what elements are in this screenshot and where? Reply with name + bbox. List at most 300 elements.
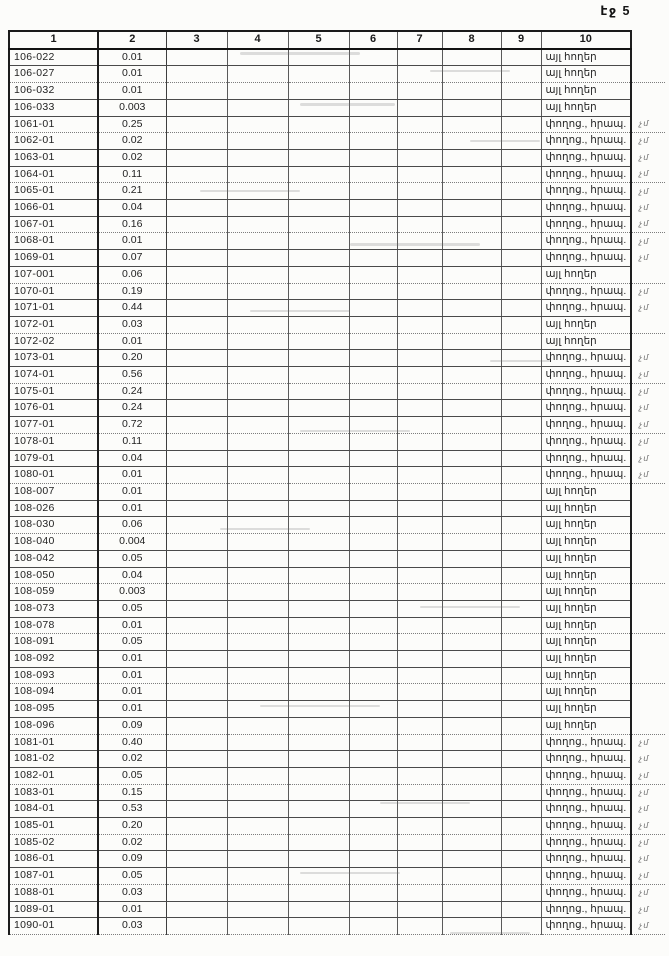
empty-cell — [349, 433, 397, 450]
column-header-2: 2 — [98, 31, 166, 49]
empty-cell — [501, 367, 541, 384]
empty-cell — [501, 233, 541, 250]
empty-cell — [501, 717, 541, 734]
margin-mark — [631, 651, 665, 668]
empty-cell — [442, 751, 501, 768]
empty-cell — [166, 200, 227, 217]
empty-cell — [397, 417, 442, 434]
land-use-cell: փողոց., հրապ. — [541, 250, 631, 267]
empty-cell — [397, 851, 442, 868]
empty-cell — [288, 166, 349, 183]
empty-cell — [397, 751, 442, 768]
empty-cell — [349, 801, 397, 818]
empty-cell — [501, 851, 541, 868]
area-value-cell: 0.04 — [98, 200, 166, 217]
land-use-cell: փողոց., հրապ. — [541, 417, 631, 434]
empty-cell — [397, 717, 442, 734]
margin-mark — [631, 717, 665, 734]
empty-cell — [227, 183, 288, 200]
empty-cell — [397, 166, 442, 183]
empty-cell — [349, 166, 397, 183]
empty-cell — [349, 851, 397, 868]
parcel-code-cell: 108-095 — [9, 701, 98, 718]
empty-cell — [288, 66, 349, 83]
land-use-cell: փողոց., հրապ. — [541, 751, 631, 768]
empty-cell — [288, 266, 349, 283]
empty-cell — [501, 66, 541, 83]
empty-cell — [501, 49, 541, 66]
margin-mark: չմ — [639, 437, 650, 447]
empty-cell — [288, 333, 349, 350]
empty-cell — [288, 300, 349, 317]
empty-cell — [397, 233, 442, 250]
empty-cell — [166, 634, 227, 651]
table-row — [9, 300, 665, 317]
empty-cell — [227, 584, 288, 601]
table-row — [9, 751, 665, 768]
empty-cell — [166, 66, 227, 83]
empty-cell — [442, 166, 501, 183]
empty-cell — [349, 667, 397, 684]
empty-cell — [288, 517, 349, 534]
empty-cell — [442, 99, 501, 116]
empty-cell — [349, 918, 397, 935]
table-row — [9, 584, 665, 601]
empty-cell — [227, 66, 288, 83]
empty-cell — [397, 49, 442, 66]
land-use-cell: փողոց., հրապ. — [541, 216, 631, 233]
empty-cell — [288, 851, 349, 868]
empty-cell — [349, 751, 397, 768]
table-row — [9, 918, 665, 935]
area-value-cell: 0.40 — [98, 734, 166, 751]
margin-mark — [631, 550, 665, 567]
empty-cell — [166, 868, 227, 885]
empty-cell — [442, 767, 501, 784]
margin-mark: չմ — [639, 186, 650, 196]
empty-cell — [166, 266, 227, 283]
parcel-code-cell: 1084-01 — [9, 801, 98, 818]
land-use-cell: փողոց., հրապ. — [541, 183, 631, 200]
area-value-cell: 0.01 — [98, 617, 166, 634]
table-row — [9, 283, 665, 300]
empty-cell — [166, 350, 227, 367]
empty-cell — [397, 818, 442, 835]
empty-cell — [501, 333, 541, 350]
empty-cell — [227, 83, 288, 100]
margin-mark: չմ — [639, 854, 650, 864]
empty-cell — [442, 600, 501, 617]
area-value-cell: 0.56 — [98, 367, 166, 384]
empty-cell — [501, 149, 541, 166]
empty-cell — [227, 634, 288, 651]
empty-cell — [397, 66, 442, 83]
empty-cell — [288, 767, 349, 784]
empty-cell — [227, 801, 288, 818]
empty-cell — [166, 183, 227, 200]
table-row — [9, 200, 665, 217]
parcel-code-cell: 1062-01 — [9, 133, 98, 150]
margin-mark: չմ — [639, 904, 650, 914]
empty-cell — [501, 83, 541, 100]
parcel-code-cell: 1085-02 — [9, 834, 98, 851]
margin-mark: չմ — [639, 737, 650, 747]
empty-cell — [397, 367, 442, 384]
empty-cell — [288, 818, 349, 835]
column-header-3: 3 — [166, 31, 227, 49]
parcel-code-cell: 108-096 — [9, 717, 98, 734]
empty-cell — [442, 500, 501, 517]
area-value-cell: 0.003 — [98, 99, 166, 116]
table-row — [9, 133, 665, 150]
land-use-cell: փողոց., հրապ. — [541, 834, 631, 851]
empty-cell — [501, 701, 541, 718]
area-value-cell: 0.05 — [98, 868, 166, 885]
table-row — [9, 83, 665, 100]
parcel-code-cell: 1069-01 — [9, 250, 98, 267]
empty-cell — [501, 617, 541, 634]
empty-cell — [227, 283, 288, 300]
table-row — [9, 250, 665, 267]
empty-cell — [397, 383, 442, 400]
empty-cell — [227, 383, 288, 400]
empty-cell — [397, 116, 442, 133]
land-use-cell: այլ հողեր — [541, 83, 631, 100]
empty-cell — [166, 316, 227, 333]
empty-cell — [227, 49, 288, 66]
empty-cell — [227, 216, 288, 233]
empty-cell — [397, 133, 442, 150]
area-value-cell: 0.72 — [98, 417, 166, 434]
empty-cell — [397, 901, 442, 918]
land-use-cell: փողոց., հրապ. — [541, 300, 631, 317]
empty-cell — [227, 751, 288, 768]
land-use-cell: այլ հողեր — [541, 316, 631, 333]
empty-cell — [397, 316, 442, 333]
empty-cell — [166, 851, 227, 868]
empty-cell — [349, 333, 397, 350]
land-use-cell: այլ հողեր — [541, 333, 631, 350]
table-row — [9, 517, 665, 534]
empty-cell — [288, 350, 349, 367]
empty-cell — [442, 467, 501, 484]
empty-cell — [288, 116, 349, 133]
land-use-cell: փողոց., հրապ. — [541, 350, 631, 367]
empty-cell — [349, 901, 397, 918]
parcel-code-cell: 108-040 — [9, 534, 98, 551]
parcel-code-cell: 1081-02 — [9, 751, 98, 768]
empty-cell — [397, 801, 442, 818]
margin-mark — [631, 99, 665, 116]
table-row — [9, 684, 665, 701]
empty-cell — [442, 216, 501, 233]
parcel-code-cell: 108-091 — [9, 634, 98, 651]
parcel-code-cell: 1064-01 — [9, 166, 98, 183]
empty-cell — [166, 667, 227, 684]
parcel-code-cell: 106-033 — [9, 99, 98, 116]
empty-cell — [227, 684, 288, 701]
table-row — [9, 567, 665, 584]
empty-cell — [349, 534, 397, 551]
empty-cell — [227, 133, 288, 150]
margin-mark — [631, 66, 665, 83]
area-value-cell: 0.01 — [98, 83, 166, 100]
empty-cell — [397, 550, 442, 567]
empty-cell — [288, 751, 349, 768]
empty-cell — [501, 133, 541, 150]
empty-cell — [166, 383, 227, 400]
area-value-cell: 0.01 — [98, 901, 166, 918]
empty-cell — [288, 884, 349, 901]
empty-cell — [397, 283, 442, 300]
empty-cell — [227, 851, 288, 868]
empty-cell — [349, 584, 397, 601]
empty-cell — [166, 567, 227, 584]
empty-cell — [501, 534, 541, 551]
margin-mark — [631, 634, 665, 651]
empty-cell — [349, 149, 397, 166]
area-value-cell: 0.03 — [98, 316, 166, 333]
empty-cell — [166, 550, 227, 567]
parcel-code-cell: 107-001 — [9, 266, 98, 283]
empty-cell — [397, 600, 442, 617]
empty-cell — [397, 767, 442, 784]
empty-cell — [227, 467, 288, 484]
empty-cell — [397, 400, 442, 417]
empty-cell — [166, 651, 227, 668]
empty-cell — [288, 483, 349, 500]
empty-cell — [288, 534, 349, 551]
area-value-cell: 0.05 — [98, 550, 166, 567]
table-row — [9, 801, 665, 818]
area-value-cell: 0.01 — [98, 651, 166, 668]
parcel-code-cell: 1071-01 — [9, 300, 98, 317]
margin-mark: չմ — [639, 152, 650, 162]
empty-cell — [349, 483, 397, 500]
table-body — [9, 49, 665, 935]
area-value-cell: 0.01 — [98, 233, 166, 250]
margin-mark — [631, 483, 665, 500]
empty-cell — [288, 567, 349, 584]
table-row — [9, 183, 665, 200]
empty-cell — [442, 49, 501, 66]
table-row — [9, 634, 665, 651]
empty-cell — [501, 433, 541, 450]
column-header-8: 8 — [442, 31, 501, 49]
empty-cell — [227, 550, 288, 567]
empty-cell — [166, 400, 227, 417]
margin-mark: չմ — [631, 166, 665, 183]
empty-cell — [442, 350, 501, 367]
empty-cell — [349, 701, 397, 718]
empty-cell — [501, 483, 541, 500]
empty-cell — [349, 283, 397, 300]
empty-cell — [166, 483, 227, 500]
column-header-7: 7 — [397, 31, 442, 49]
parcel-code-cell: 1090-01 — [9, 918, 98, 935]
land-use-cell: փողոց., հրապ. — [541, 116, 631, 133]
area-value-cell: 0.06 — [98, 517, 166, 534]
parcel-code-cell: 1065-01 — [9, 183, 98, 200]
area-value-cell: 0.06 — [98, 266, 166, 283]
margin-mark — [631, 266, 665, 283]
empty-cell — [288, 784, 349, 801]
margin-mark: չմ — [631, 367, 665, 384]
empty-cell — [349, 734, 397, 751]
margin-mark: չմ — [631, 216, 665, 233]
column-header-1: 1 — [9, 31, 98, 49]
parcel-code-cell: 108-030 — [9, 517, 98, 534]
empty-cell — [501, 467, 541, 484]
empty-cell — [227, 316, 288, 333]
area-value-cell: 0.05 — [98, 767, 166, 784]
empty-cell — [397, 534, 442, 551]
empty-cell — [442, 717, 501, 734]
land-use-cell: փողոց., հրապ. — [541, 433, 631, 450]
empty-cell — [227, 734, 288, 751]
parcel-code-cell: 106-032 — [9, 83, 98, 100]
land-use-cell: փողոց., հրապ. — [541, 868, 631, 885]
empty-cell — [397, 300, 442, 317]
parcel-code-cell: 106-022 — [9, 49, 98, 66]
empty-cell — [442, 149, 501, 166]
table-row — [9, 116, 665, 133]
empty-cell — [442, 83, 501, 100]
empty-cell — [501, 216, 541, 233]
land-use-cell: փողոց., հրապ. — [541, 734, 631, 751]
land-use-cell: այլ հողեր — [541, 550, 631, 567]
empty-cell — [227, 433, 288, 450]
empty-cell — [501, 500, 541, 517]
empty-cell — [227, 567, 288, 584]
table-row — [9, 734, 665, 751]
empty-cell — [397, 149, 442, 166]
empty-cell — [397, 584, 442, 601]
empty-cell — [349, 467, 397, 484]
empty-cell — [397, 216, 442, 233]
area-value-cell: 0.15 — [98, 784, 166, 801]
area-value-cell: 0.09 — [98, 717, 166, 734]
empty-cell — [227, 834, 288, 851]
parcel-code-cell: 106-027 — [9, 66, 98, 83]
table-row — [9, 784, 665, 801]
empty-cell — [397, 350, 442, 367]
area-value-cell: 0.02 — [98, 149, 166, 166]
empty-cell — [288, 433, 349, 450]
margin-mark: չմ — [631, 417, 665, 434]
empty-cell — [166, 99, 227, 116]
margin-mark: չմ — [639, 888, 650, 898]
empty-cell — [349, 600, 397, 617]
table-row — [9, 534, 665, 551]
empty-cell — [227, 99, 288, 116]
empty-cell — [227, 250, 288, 267]
empty-cell — [288, 250, 349, 267]
parcel-code-cell: 108-050 — [9, 567, 98, 584]
empty-cell — [288, 133, 349, 150]
table-row — [9, 350, 665, 367]
empty-cell — [288, 550, 349, 567]
parcel-code-cell: 1078-01 — [9, 433, 98, 450]
empty-cell — [501, 567, 541, 584]
area-value-cell: 0.05 — [98, 600, 166, 617]
empty-cell — [288, 200, 349, 217]
empty-cell — [397, 483, 442, 500]
parcel-code-cell: 1066-01 — [9, 200, 98, 217]
empty-cell — [349, 216, 397, 233]
empty-cell — [349, 550, 397, 567]
margin-mark: չմ — [639, 754, 650, 764]
table-row — [9, 818, 665, 835]
land-use-cell: փողոց., հրապ. — [541, 383, 631, 400]
empty-cell — [397, 433, 442, 450]
table-row — [9, 367, 665, 384]
empty-cell — [227, 667, 288, 684]
empty-cell — [501, 767, 541, 784]
margin-mark — [631, 667, 665, 684]
area-value-cell: 0.01 — [98, 483, 166, 500]
land-use-cell: այլ հողեր — [541, 617, 631, 634]
empty-cell — [166, 818, 227, 835]
land-use-cell: այլ հողեր — [541, 99, 631, 116]
empty-cell — [166, 901, 227, 918]
empty-cell — [397, 651, 442, 668]
empty-cell — [166, 617, 227, 634]
table-row — [9, 233, 665, 250]
parcel-code-cell: 108-042 — [9, 550, 98, 567]
margin-mark: չմ — [639, 804, 650, 814]
empty-cell — [349, 717, 397, 734]
empty-cell — [288, 49, 349, 66]
parcel-code-cell: 1086-01 — [9, 851, 98, 868]
empty-cell — [442, 266, 501, 283]
empty-cell — [442, 634, 501, 651]
empty-cell — [349, 684, 397, 701]
empty-cell — [349, 116, 397, 133]
empty-cell — [227, 450, 288, 467]
empty-cell — [227, 233, 288, 250]
empty-cell — [501, 417, 541, 434]
land-use-cell: այլ հողեր — [541, 600, 631, 617]
empty-cell — [442, 734, 501, 751]
empty-cell — [349, 634, 397, 651]
margin-mark — [631, 500, 665, 517]
land-use-cell: փողոց., հրապ. — [541, 149, 631, 166]
area-value-cell: 0.03 — [98, 918, 166, 935]
area-value-cell: 0.11 — [98, 433, 166, 450]
area-value-cell: 0.04 — [98, 567, 166, 584]
empty-cell — [442, 868, 501, 885]
empty-cell — [442, 383, 501, 400]
empty-cell — [501, 751, 541, 768]
empty-cell — [349, 784, 397, 801]
area-value-cell: 0.003 — [98, 584, 166, 601]
land-use-cell: այլ հողեր — [541, 717, 631, 734]
empty-cell — [501, 383, 541, 400]
empty-cell — [288, 99, 349, 116]
empty-cell — [397, 684, 442, 701]
empty-cell — [166, 884, 227, 901]
table-row — [9, 400, 665, 417]
margin-mark — [631, 83, 665, 100]
area-value-cell: 0.09 — [98, 851, 166, 868]
land-use-cell: այլ հողեր — [541, 534, 631, 551]
table-row — [9, 600, 665, 617]
empty-cell — [501, 651, 541, 668]
table-row — [9, 316, 665, 333]
empty-cell — [501, 283, 541, 300]
area-value-cell: 0.01 — [98, 66, 166, 83]
